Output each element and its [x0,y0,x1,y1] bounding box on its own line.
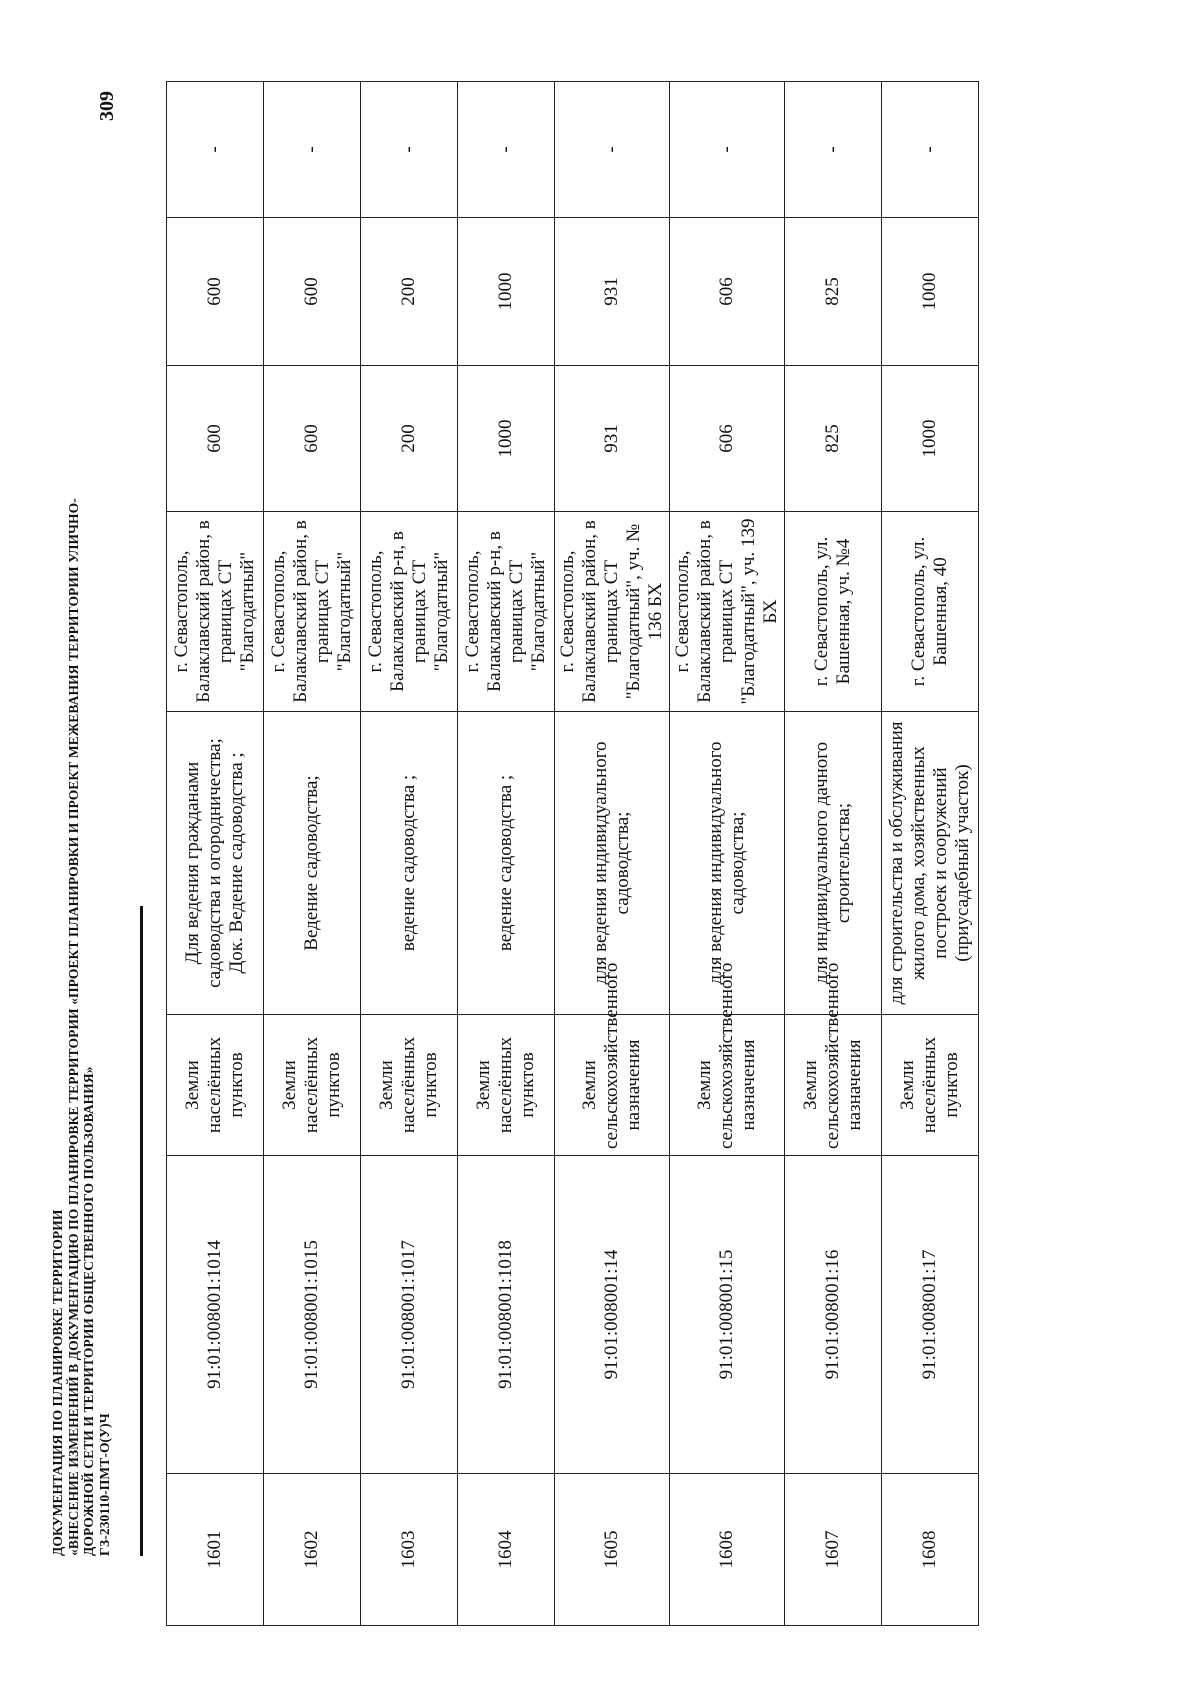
area-cell: 931 [555,366,670,512]
land-category-cell: Земли населённых пунктов [882,1015,979,1156]
land-category-cell: Земли населённых пунктов [458,1015,555,1156]
permitted-use-cell: для ведения индивидуального садоводства; [555,712,670,1015]
area-cell: 606 [670,366,785,512]
row-number-cell: 1605 [555,1474,670,1626]
row-number-cell: 1606 [670,1474,785,1626]
area-cell: 1000 [458,218,555,366]
note-cell: - [264,82,361,218]
area-cell: 825 [785,218,882,366]
header-line: ДОКУМЕНТАЦИЯ ПО ПЛАНИРОВКЕ ТЕРРИТОРИИ [50,1209,65,1556]
area-cell: 600 [167,218,264,366]
land-plot-table [166,81,979,1626]
area-cell: 1000 [458,366,555,512]
row-number-cell: 1607 [785,1474,882,1626]
note-cell: - [361,82,458,218]
table-body [167,82,979,1626]
area-cell: 600 [167,366,264,512]
table-row [882,82,979,1626]
land-category-cell: Земли населённых пунктов [361,1015,458,1156]
row-number-cell: 1603 [361,1474,458,1626]
land-category-cell: Земли населённых пунктов [167,1015,264,1156]
header-line: ДОРОЖНОЙ СЕТИ И ТЕРРИТОРИИ ОБЩЕСТВЕННОГО ПОЛЬЗОВАНИЯ» [81,1066,96,1556]
cadastral-number-cell: 91:01:008001:15 [670,1156,785,1474]
row-number-cell: 1602 [264,1474,361,1626]
table-row [670,82,785,1626]
cadastral-number-cell: 91:01:008001:1017 [361,1156,458,1474]
land-category-cell: Земли сельскохозяйственного назначения [555,1015,670,1156]
permitted-use-cell: Для ведения гражданами садоводства и огородничества; Док. Ведение садоводства ; [167,712,264,1015]
address-cell: г. Севастополь, Балаклавский район, в границах СТ "Благодатный" [167,512,264,712]
area-cell: 600 [264,218,361,366]
note-cell: - [458,82,555,218]
cadastral-number-cell: 91:01:008001:17 [882,1156,979,1474]
address-cell: г. Севастополь, ул. Башенная, 40 [882,512,979,712]
page-number: 309 [96,91,118,121]
permitted-use-cell: ведение садоводства ; [361,712,458,1015]
area-cell: 600 [264,366,361,512]
table-row [785,82,882,1626]
permitted-use-cell: для ведения индивидуального садоводства; [670,712,785,1015]
note-cell: - [167,82,264,218]
address-cell: г. Севастополь, Балаклавский район, в границах СТ "Благодатный", уч. № 136 БХ [555,512,670,712]
permitted-use-cell: Ведение садоводства; [264,712,361,1015]
area-cell: 1000 [882,218,979,366]
document-header [50,456,112,1556]
area-cell: 200 [361,366,458,512]
land-category-cell: Земли сельскохозяйственного назначения [670,1015,785,1156]
area-cell: 825 [785,366,882,512]
table-row [264,82,361,1626]
note-cell: - [670,82,785,218]
table-row [167,82,264,1626]
note-cell: - [785,82,882,218]
area-cell: 606 [670,218,785,366]
permitted-use-cell: для индивидуального дачного строительства; [785,712,882,1015]
permitted-use-cell: для строительства и обслуживания жилого дома, хозяйственных построек и сооружений (приусадебный участок) [882,712,979,1015]
area-cell: 1000 [882,366,979,512]
permitted-use-cell: ведение садоводства ; [458,712,555,1015]
land-category-cell: Земли сельскохозяйственного назначения [785,1015,882,1156]
table-row [458,82,555,1626]
cadastral-number-cell: 91:01:008001:16 [785,1156,882,1474]
address-cell: г. Севастополь, Балаклавский р-н, в границах СТ "Благодатный" [361,512,458,712]
row-number-cell: 1604 [458,1474,555,1626]
cadastral-number-cell: 91:01:008001:1015 [264,1156,361,1474]
header-line: ГЗ-230110-ПМТ-О(У)Ч [96,1413,112,1556]
address-cell: г. Севастополь, ул. Башенная, уч. №4 [785,512,882,712]
cadastral-number-cell: 91:01:008001:1018 [458,1156,555,1474]
land-category-cell: Земли населённых пунктов [264,1015,361,1156]
header-divider [140,906,143,1556]
note-cell: - [882,82,979,218]
row-number-cell: 1608 [882,1474,979,1626]
table-row [361,82,458,1626]
row-number-cell: 1601 [167,1474,264,1626]
area-cell: 931 [555,218,670,366]
cadastral-number-cell: 91:01:008001:14 [555,1156,670,1474]
header-line: «ВНЕСЕНИЕ ИЗМЕНЕНИЙ В ДОКУМЕНТАЦИЮ ПО ПЛАНИРОВКЕ ТЕРРИТОРИИ «ПРОЕКТ ПЛАНИРОВКИ И ПРОЕКТ МЕЖЕВАНИЯ ТЕРРИТОРИИ УЛИЧНО- [65,498,81,1556]
cadastral-number-cell: 91:01:008001:1014 [167,1156,264,1474]
table-row [555,82,670,1626]
note-cell: - [555,82,670,218]
address-cell: г. Севастополь, Балаклавский р-н, в границах СТ "Благодатный" [458,512,555,712]
area-cell: 200 [361,218,458,366]
address-cell: г. Севастополь, Балаклавский район, в границах СТ "Благодатный", уч. 139 БХ [670,512,785,712]
address-cell: г. Севастополь, Балаклавский район, в границах СТ "Благодатный" [264,512,361,712]
